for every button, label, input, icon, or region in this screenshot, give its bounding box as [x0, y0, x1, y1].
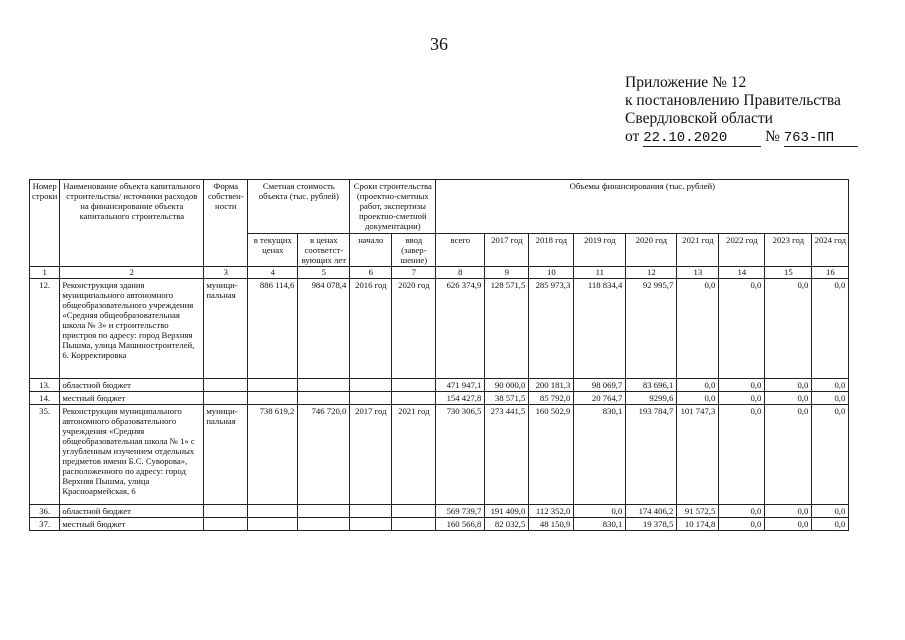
decree-date: 22.10.2020 — [643, 131, 761, 147]
row-number: 12. — [30, 279, 60, 379]
header-total: всего — [436, 234, 485, 267]
header-start: начало — [350, 234, 392, 267]
year-amount: 0,0 — [719, 379, 765, 392]
cost-current — [248, 505, 298, 518]
year-amount: 0,0 — [812, 279, 849, 379]
cost-current — [248, 392, 298, 405]
object-name: Реконструкция муниципального автономного образовательного учреждения «Средняя общеобразовательная школа № 1» с углубленным изучением отдельных предметов имени Б.С. Суворова», расположенного по адресу: город Верхняя Пышма, улица Красноармейская, 6 — [60, 405, 204, 505]
number-label: № — [765, 128, 780, 145]
column-index: 4 — [248, 267, 298, 279]
cost-prices — [298, 379, 350, 392]
appendix-block — [625, 74, 858, 147]
end-year — [392, 392, 436, 405]
header-year: 2018 год — [529, 234, 574, 267]
year-amount: 830,1 — [574, 405, 626, 505]
year-amount: 128 571,5 — [485, 279, 529, 379]
year-amount: 0,0 — [719, 405, 765, 505]
start-year — [350, 379, 392, 392]
row-number: 36. — [30, 505, 60, 518]
year-amount: 118 834,4 — [574, 279, 626, 379]
year-amount: 0,0 — [677, 379, 719, 392]
total-amount: 569 739,7 — [436, 505, 485, 518]
year-amount: 9299,6 — [626, 392, 677, 405]
header-terms: Сроки строительства (проектно-сметных работ, экспертизы проектно-сметной документации) — [350, 180, 436, 234]
header-volumes: Объемы финансирования (тыс. рублей) — [436, 180, 849, 234]
year-amount: 0,0 — [812, 392, 849, 405]
start-year: 2017 год — [350, 405, 392, 505]
header-year: 2017 год — [485, 234, 529, 267]
year-amount: 90 000,0 — [485, 379, 529, 392]
appendix-title: Приложение № 12 — [625, 74, 747, 91]
table-row — [30, 518, 849, 531]
appendix-date-line — [625, 128, 858, 147]
header-year: 2023 год — [765, 234, 812, 267]
ownership-form — [204, 392, 248, 405]
year-amount: 285 973,3 — [529, 279, 574, 379]
year-amount: 0,0 — [812, 379, 849, 392]
header-row-no: Номер строки — [30, 180, 60, 267]
year-amount: 92 995,7 — [626, 279, 677, 379]
header-year: 2019 год — [574, 234, 626, 267]
column-index: 10 — [529, 267, 574, 279]
cost-prices — [298, 505, 350, 518]
cost-prices — [298, 392, 350, 405]
year-amount: 19 378,5 — [626, 518, 677, 531]
year-amount: 85 792,0 — [529, 392, 574, 405]
year-amount: 0,0 — [677, 279, 719, 379]
year-amount: 48 150,9 — [529, 518, 574, 531]
cost-current: 738 619,2 — [248, 405, 298, 505]
year-amount: 174 406,2 — [626, 505, 677, 518]
page-number: 36 — [430, 34, 448, 54]
ownership-form: муници-пальная — [204, 279, 248, 379]
ownership-form — [204, 518, 248, 531]
cost-current — [248, 518, 298, 531]
row-number: 14. — [30, 392, 60, 405]
year-amount: 0,0 — [765, 379, 812, 392]
object-name: областной бюджет — [60, 505, 204, 518]
column-index-row — [30, 267, 849, 279]
year-amount: 0,0 — [812, 518, 849, 531]
table-row — [30, 505, 849, 518]
total-amount: 154 427,8 — [436, 392, 485, 405]
total-amount: 471 947,1 — [436, 379, 485, 392]
appendix-line3: Свердловской области — [625, 110, 773, 127]
header-year: 2022 год — [719, 234, 765, 267]
year-amount: 82 032,5 — [485, 518, 529, 531]
column-index: 11 — [574, 267, 626, 279]
header-cost-prices: в ценах соответст- вующих лет — [298, 234, 350, 267]
financing-table — [29, 179, 849, 531]
table-row — [30, 279, 849, 379]
header-year: 2024 год — [812, 234, 849, 267]
cost-prices: 984 078,4 — [298, 279, 350, 379]
year-amount: 193 784,7 — [626, 405, 677, 505]
year-amount: 0,0 — [765, 405, 812, 505]
appendix-line2: к постановлению Правительства — [625, 92, 841, 109]
start-year — [350, 505, 392, 518]
column-index: 2 — [60, 267, 204, 279]
object-name: Реконструкция здания муниципального автономного общеобразовательного учреждения «Средняя общеобразовательная школа № 3» и строительство пристроя по адресу: город Верхняя Пышма, улица Машиностроителей, 6. Корректировка — [60, 279, 204, 379]
year-amount: 0,0 — [812, 505, 849, 518]
year-amount: 112 352,0 — [529, 505, 574, 518]
object-name: местный бюджет — [60, 518, 204, 531]
year-amount: 191 409,0 — [485, 505, 529, 518]
column-index: 12 — [626, 267, 677, 279]
year-amount: 0,0 — [765, 279, 812, 379]
year-amount: 0,0 — [812, 405, 849, 505]
header-ownership: Форма собствен- ности — [204, 180, 248, 267]
cost-prices: 746 720,0 — [298, 405, 350, 505]
year-amount: 0,0 — [719, 392, 765, 405]
year-amount: 200 181,3 — [529, 379, 574, 392]
year-amount: 10 174,8 — [677, 518, 719, 531]
year-amount: 98 069,7 — [574, 379, 626, 392]
end-year — [392, 505, 436, 518]
decree-number: 763-ПП — [784, 131, 858, 147]
start-year: 2016 год — [350, 279, 392, 379]
ownership-form: муници-пальная — [204, 405, 248, 505]
year-amount: 160 502,9 — [529, 405, 574, 505]
year-amount: 101 747,3 — [677, 405, 719, 505]
column-index: 6 — [350, 267, 392, 279]
total-amount: 626 374,9 — [436, 279, 485, 379]
column-index: 1 — [30, 267, 60, 279]
year-amount: 0,0 — [719, 518, 765, 531]
year-amount: 0,0 — [765, 518, 812, 531]
column-index: 16 — [812, 267, 849, 279]
year-amount: 20 764,7 — [574, 392, 626, 405]
table-row — [30, 392, 849, 405]
year-amount: 0,0 — [677, 392, 719, 405]
object-name: местный бюджет — [60, 392, 204, 405]
object-name: областной бюджет — [60, 379, 204, 392]
row-number: 37. — [30, 518, 60, 531]
header-year: 2020 год — [626, 234, 677, 267]
start-year — [350, 392, 392, 405]
column-index: 8 — [436, 267, 485, 279]
cost-prices — [298, 518, 350, 531]
year-amount: 0,0 — [719, 279, 765, 379]
row-number: 35. — [30, 405, 60, 505]
total-amount: 730 306,5 — [436, 405, 485, 505]
end-year: 2021 год — [392, 405, 436, 505]
end-year — [392, 379, 436, 392]
header-cost: Сметная стоимость объекта (тыс. рублей) — [248, 180, 350, 234]
header-year: 2021 год — [677, 234, 719, 267]
column-index: 15 — [765, 267, 812, 279]
year-amount: 0,0 — [765, 505, 812, 518]
column-index: 9 — [485, 267, 529, 279]
column-index: 7 — [392, 267, 436, 279]
ownership-form — [204, 379, 248, 392]
header-commission: ввод (завер- шение) — [392, 234, 436, 267]
header-name: Наименование объекта капитального строительства/ источники расходов на финансирование объекта капитального строительства — [60, 180, 204, 267]
column-index: 5 — [298, 267, 350, 279]
year-amount: 91 572,5 — [677, 505, 719, 518]
column-index: 13 — [677, 267, 719, 279]
year-amount: 38 571,5 — [485, 392, 529, 405]
from-label: от — [625, 128, 640, 145]
year-amount: 0,0 — [574, 505, 626, 518]
column-index: 3 — [204, 267, 248, 279]
column-index: 14 — [719, 267, 765, 279]
table-row — [30, 379, 849, 392]
year-amount: 0,0 — [719, 505, 765, 518]
cost-current: 886 114,6 — [248, 279, 298, 379]
end-year — [392, 518, 436, 531]
row-number: 13. — [30, 379, 60, 392]
end-year: 2020 год — [392, 279, 436, 379]
year-amount: 830,1 — [574, 518, 626, 531]
ownership-form — [204, 505, 248, 518]
header-cost-current: в текущих ценах — [248, 234, 298, 267]
year-amount: 273 441,5 — [485, 405, 529, 505]
cost-current — [248, 379, 298, 392]
year-amount: 0,0 — [765, 392, 812, 405]
start-year — [350, 518, 392, 531]
total-amount: 160 566,8 — [436, 518, 485, 531]
year-amount: 83 696,1 — [626, 379, 677, 392]
table-row — [30, 405, 849, 505]
